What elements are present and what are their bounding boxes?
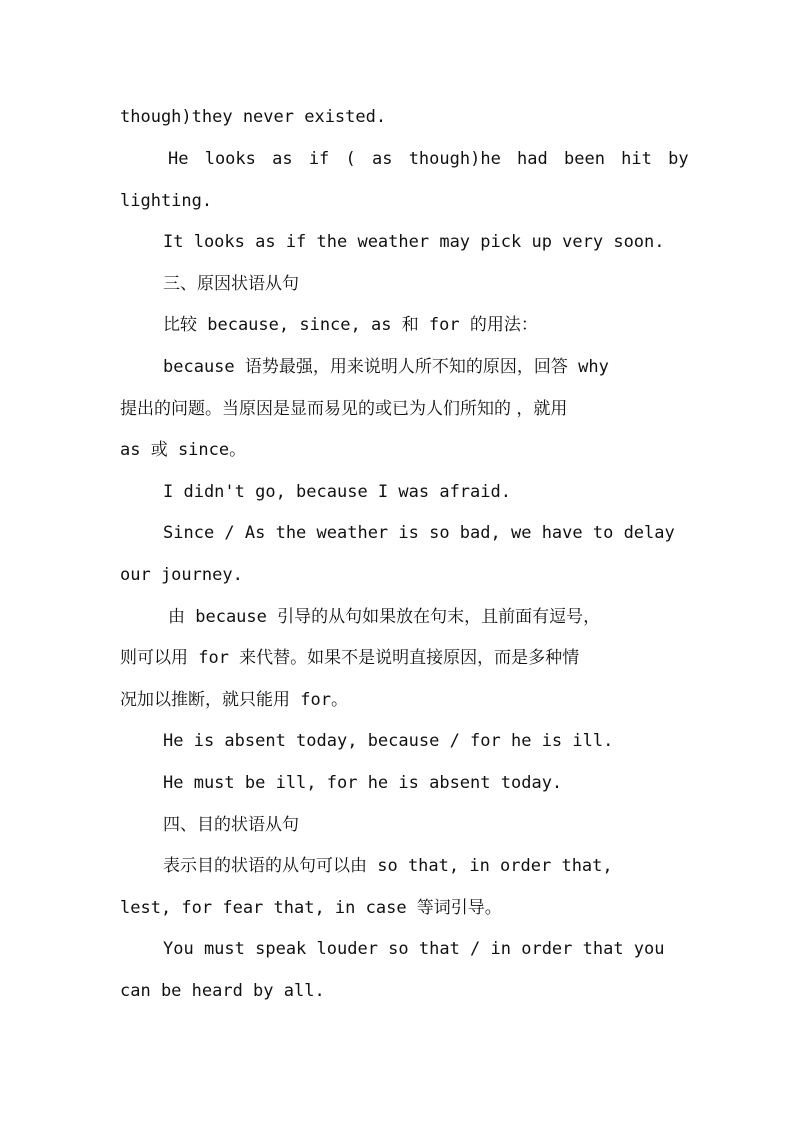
text-line: He is absent today, because / for he is ill. — [163, 731, 614, 751]
section-heading: 四、目的状语从句 — [163, 815, 299, 835]
text-line: Since / As the weather is so bad, we have to delay — [163, 523, 675, 543]
text-line: can be heard by all. — [120, 981, 325, 1001]
text-line: as 或 since。 — [120, 440, 247, 460]
text-line: I didn't go, because I was afraid. — [163, 482, 511, 502]
text-line: our journey. — [120, 565, 243, 585]
text-line: 况加以推断，就只能用 for。 — [120, 690, 348, 710]
text-line: lest, for fear that, in case 等词引导。 — [120, 898, 502, 918]
text-line: It looks as if the weather may pick up very soon. — [163, 232, 665, 252]
text-line: lighting. — [120, 191, 213, 211]
text-line: 比较 because, since, as 和 for 的用法： — [163, 315, 538, 335]
text-line: You must speak louder so that / in order that you — [163, 939, 665, 959]
text-line: 由 because 引导的从句如果放在句末，且前面有逗号， — [168, 607, 601, 627]
text-line: 表示目的状语的从句可以由 so that, in order that, — [163, 856, 613, 876]
text-line: He looks as if ( as though)he had been hit by — [168, 149, 689, 169]
text-line: He must be ill, for he is absent today. — [163, 773, 563, 793]
text-line: because 语势最强，用来说明人所不知的原因，回答 why — [163, 357, 609, 377]
text-line: 提出的问题。当原因是显而易见的或已为人们所知的 ，就用 — [120, 399, 568, 419]
text-line: 则可以用 for 来代替。如果不是说明直接原因，而是多种情 — [120, 648, 580, 668]
text-line: though)they never existed. — [120, 107, 387, 127]
section-heading: 三、原因状语从句 — [163, 274, 299, 294]
